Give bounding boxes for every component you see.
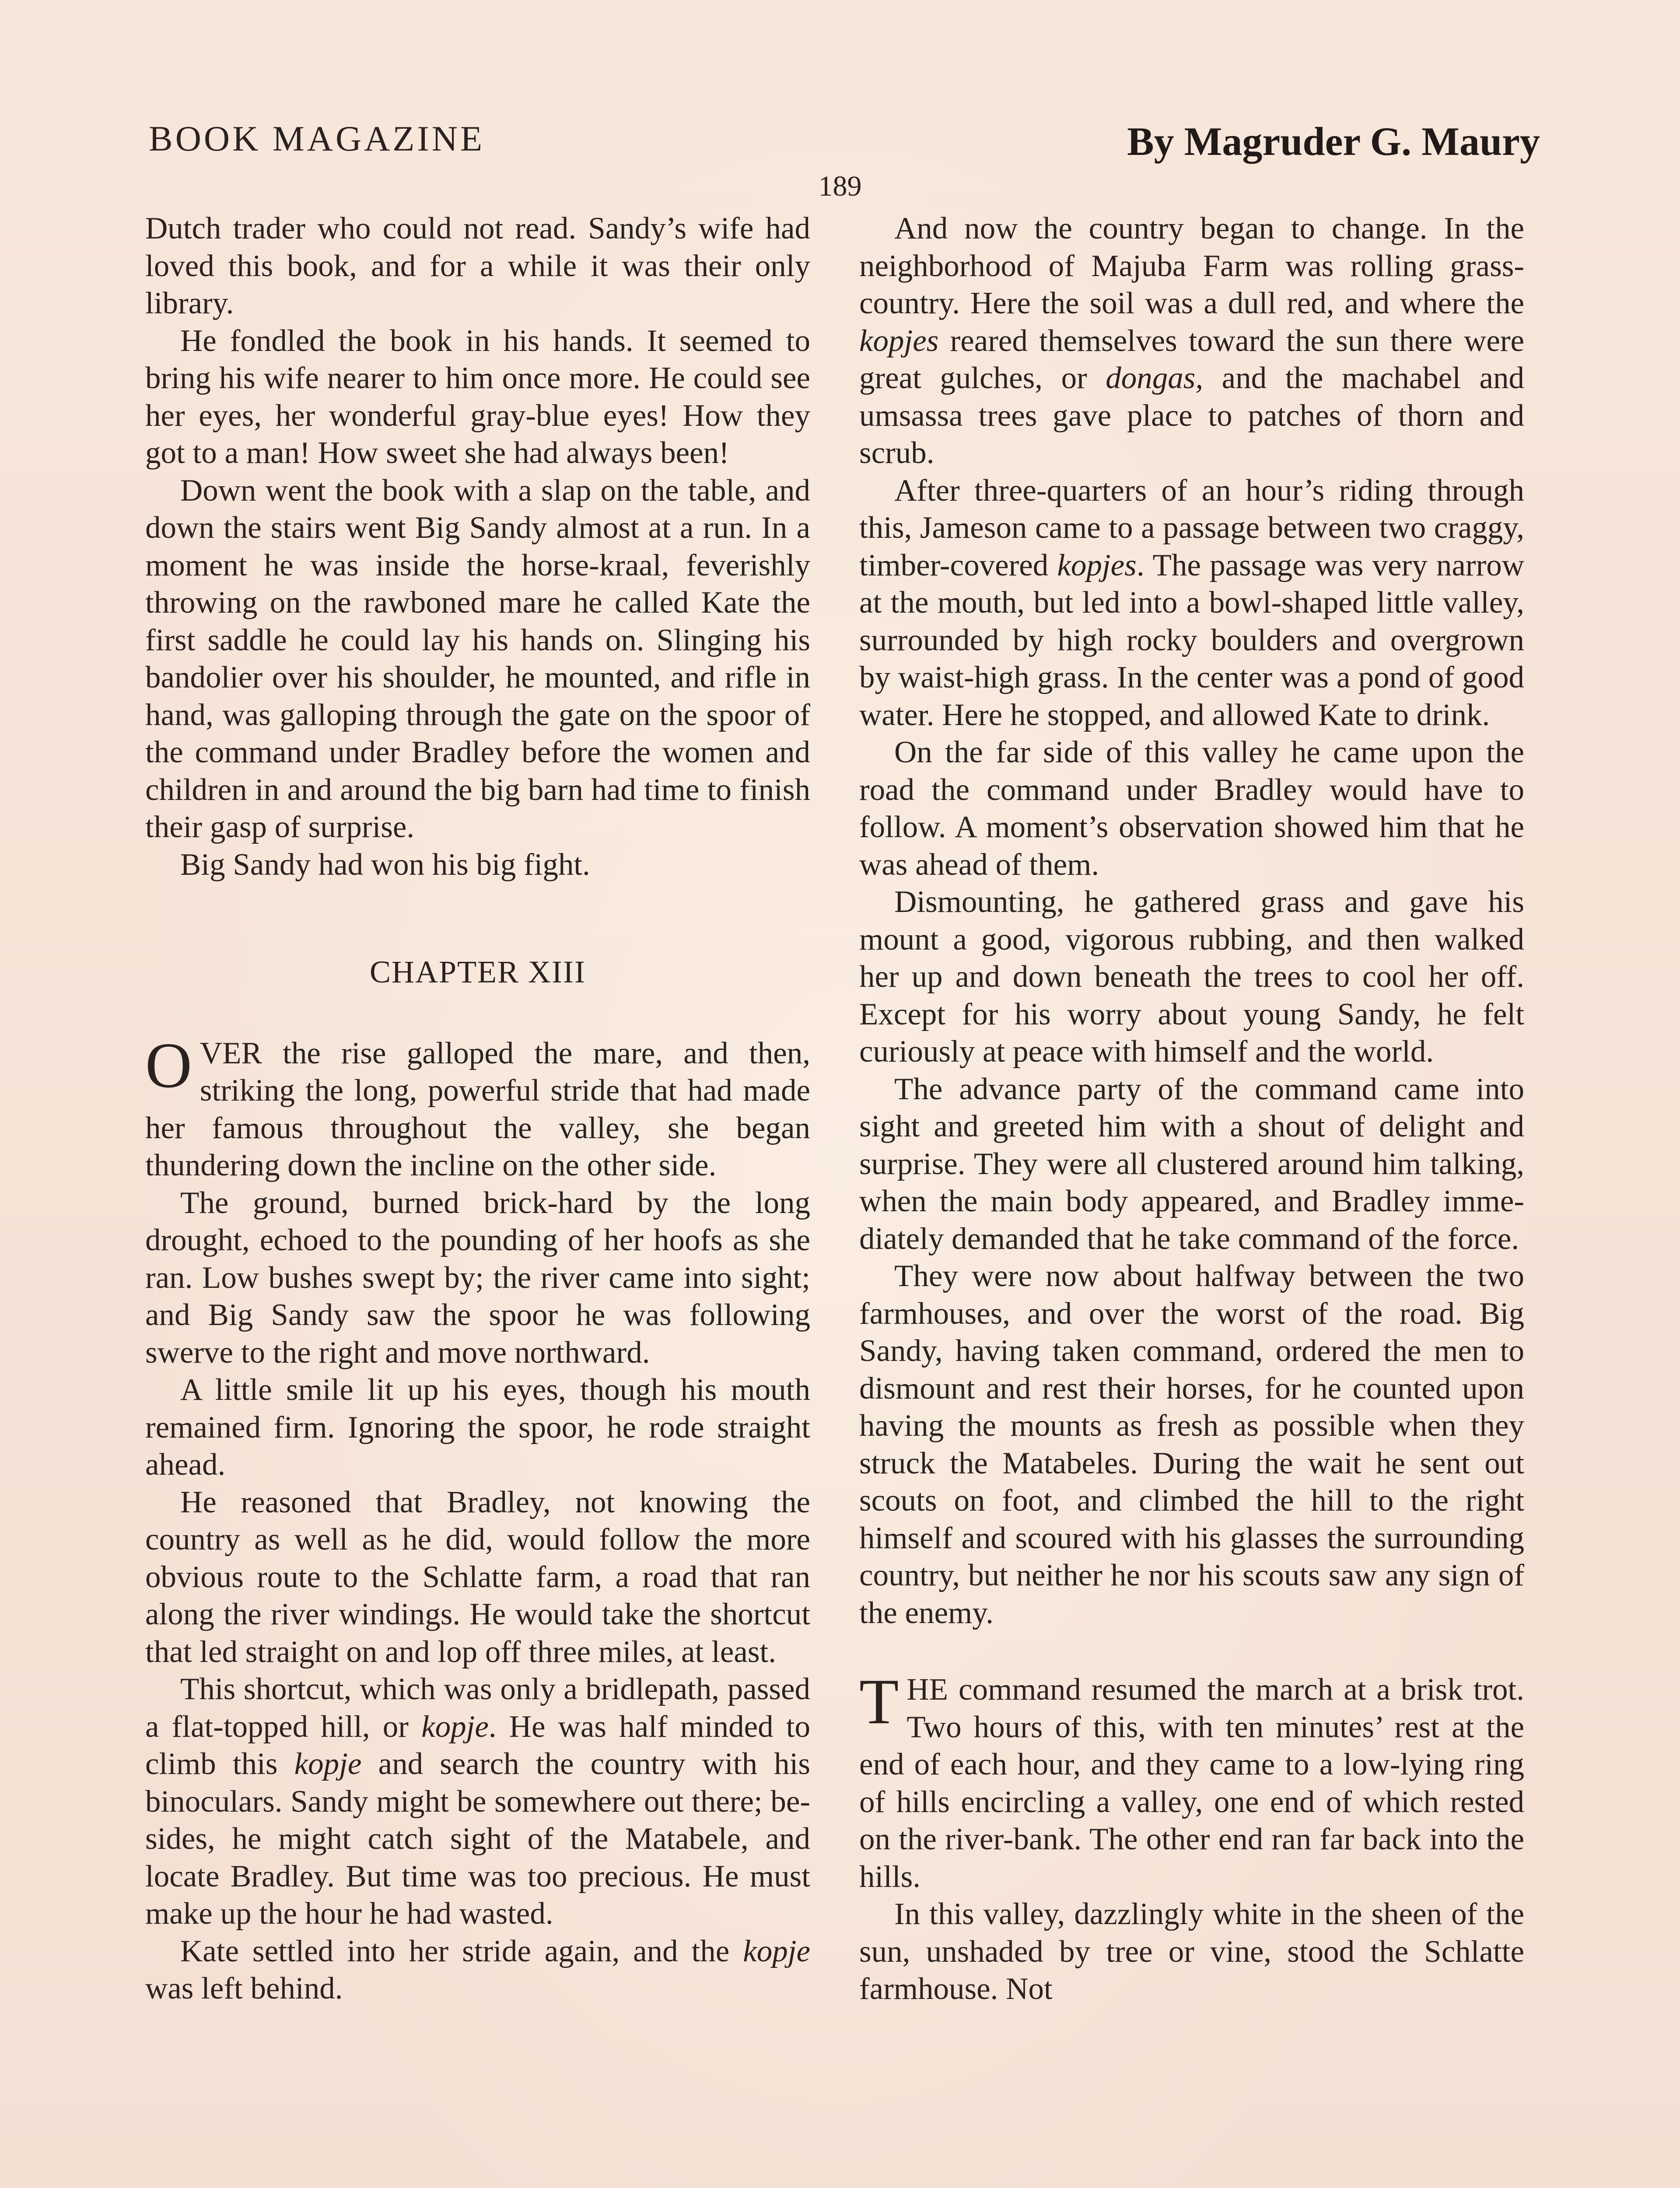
magazine-title: BOOK MAGAZINE — [149, 119, 485, 158]
paragraph: Big Sandy had won his big fight. — [180, 847, 590, 882]
paragraph-text: was left behind. — [145, 1971, 343, 2006]
page-number: 189 — [818, 170, 862, 202]
drop-cap: O — [145, 1029, 192, 1101]
italic-word: dongas, — [1106, 361, 1204, 395]
left-column — [145, 210, 810, 2008]
paragraph-text: . He was half minded to climb this — [145, 1709, 810, 1781]
paragraph-text: After three-quarters of an hour’s riding through this, Jameson came to a passage between two craggy, timber-covered — [859, 473, 1524, 582]
paragraph-text: . The passage was very narrow at the mouth, but led into a bowl-shaped little valley, surrounded by high rocky boulders and overgrown by waist-high grass. In the center was a pond of good water. Here he stopped, and allowed Kate to drink. — [859, 548, 1524, 732]
section-break — [859, 1632, 1524, 1671]
paragraph-text: HE command resumed the march at a brisk trot. Two hours of this, with ten minutes’ rest at the end of each hour, and they came to a low-lying ring of hills encircling a valley, one end of which rested on the river-bank. The other end ran far back into the hills. — [859, 1673, 1524, 1894]
paragraph: Dutch trader who could not read. Sandy’s wife had loved this book, and for a while it was their only library. — [145, 211, 810, 320]
paragraph: He reasoned that Bradley, not knowing the country as well as he did, would follow the more obvious route to the Schlatte farm, a road that ran along the river windings. He would take the shortcut that led straight on and lop off three miles, at least. — [145, 1485, 810, 1669]
right-column — [859, 210, 1524, 2008]
paragraph: In this valley, dazzlingly white in the sheen of the sun, unshaded by tree or vine, stood the Schlatte farmhouse. Not — [859, 1897, 1524, 2006]
drop-cap: T — [859, 1666, 899, 1738]
chapter-heading: CHAPTER XIII — [370, 954, 586, 989]
paragraph — [859, 210, 1524, 472]
paragraph — [859, 1666, 1524, 1896]
italic-word: kopjes — [859, 323, 939, 358]
paragraph: Dismounting, he gathered grass and gave his mount a good, vigorous rubbing, and then walked her up and down beneath the trees to cool her off. Except for his worry about young Sandy, he felt curiously at peace with himself and the world. — [859, 885, 1524, 1069]
paragraph — [859, 472, 1524, 734]
paragraph-text: and the machabel and umsassa trees gave place to patches of thorn and scrub. — [859, 361, 1524, 470]
running-header — [149, 118, 1540, 166]
paragraph: Down went the book with a slap on the table, and down the stairs went Big Sandy almost at a run. In a moment he was inside the horse-kraal, feverishly throwing on the rawboned mare he called Kate the first saddle he could lay his hands on. Slinging his bandolier over his shoulder, he mounted, and rifle in hand, was galloping through the gate on the spoor of the command under Bradley before the women and children in and around the big barn had time to finish their gasp of surprise. — [145, 473, 810, 844]
italic-word: kopje — [421, 1709, 489, 1744]
paragraph — [145, 1671, 810, 1933]
paragraph-text: and search the country with his binoculars. Sandy might be somewhere out there; besides, he might catch sight of the Matabele, and locate Bradley. But time was too precious. He must make up the hour he had wasted. — [145, 1747, 811, 1931]
paragraph-text: VER the rise galloped the mare, and then, striking the long, powerful stride that had made her famous throughout the valley, she began thundering down the incline on the other side. — [145, 1036, 810, 1182]
paragraph: He fondled the book in his hands. It seemed to bring his wife nearer to him once more. He could see her eyes, her wonderful gray-blue eyes! How they got to a man! How sweet she had always been! — [145, 323, 810, 470]
author-byline: By Magruder G. Maury — [1127, 119, 1540, 164]
paragraph: The ground, burned brick-hard by the long drought, echoed to the pounding of her hoofs as she ran. Low bushes swept by; the river came into sight; and Big Sandy saw the spoor he was following swerve to the right and move northward. — [145, 1185, 810, 1370]
italic-word: kopje — [743, 1934, 810, 1968]
paragraph-text: And now the country began to change. In the neighborhood of Majuba Farm was rolling grass-country. Here the soil was a dull red, and where the — [859, 211, 1524, 320]
paragraph-text: This shortcut, which was only a bridlepath, passed a flat-topped hill, or — [145, 1672, 810, 1744]
paragraph: A little smile lit up his eyes, though his mouth remained firm. Ignoring the spoor, he rode straight ahead. — [145, 1373, 810, 1482]
paragraph-text: Kate settled into her stride again, and the — [180, 1934, 743, 1968]
paragraph: The advance party of the command came into sight and greeted him with a shout of delight and surprise. They were all clustered around him talking, when the main body appeared, and Bradley immediately demanded that he take command of the force. — [859, 1072, 1524, 1256]
paragraph: They were now about halfway between the two farmhouses, and over the worst of the road. Big Sandy, having taken command, ordered the men to dismount and rest their horses, for he counted upon having the mounts as fresh as possible when they struck the Matabeles. During the wait he sent out scouts on foot, and climbed the hill to the right himself and scoured with his glasses the surrounding country, but neither he nor his scouts saw any sign of the enemy. — [859, 1259, 1524, 1630]
paragraph — [145, 1029, 810, 1185]
paragraph — [145, 1933, 810, 2008]
paragraph-text: reared themselves toward the sun there were great gulches, or — [859, 323, 1524, 395]
italic-word: kopjes — [1057, 548, 1137, 582]
italic-word: kopje — [294, 1747, 362, 1781]
paragraph: On the far side of this valley he came upon the road the command under Bradley would have to follow. A moment’s observation showed him that he was ahead of them. — [859, 735, 1524, 882]
